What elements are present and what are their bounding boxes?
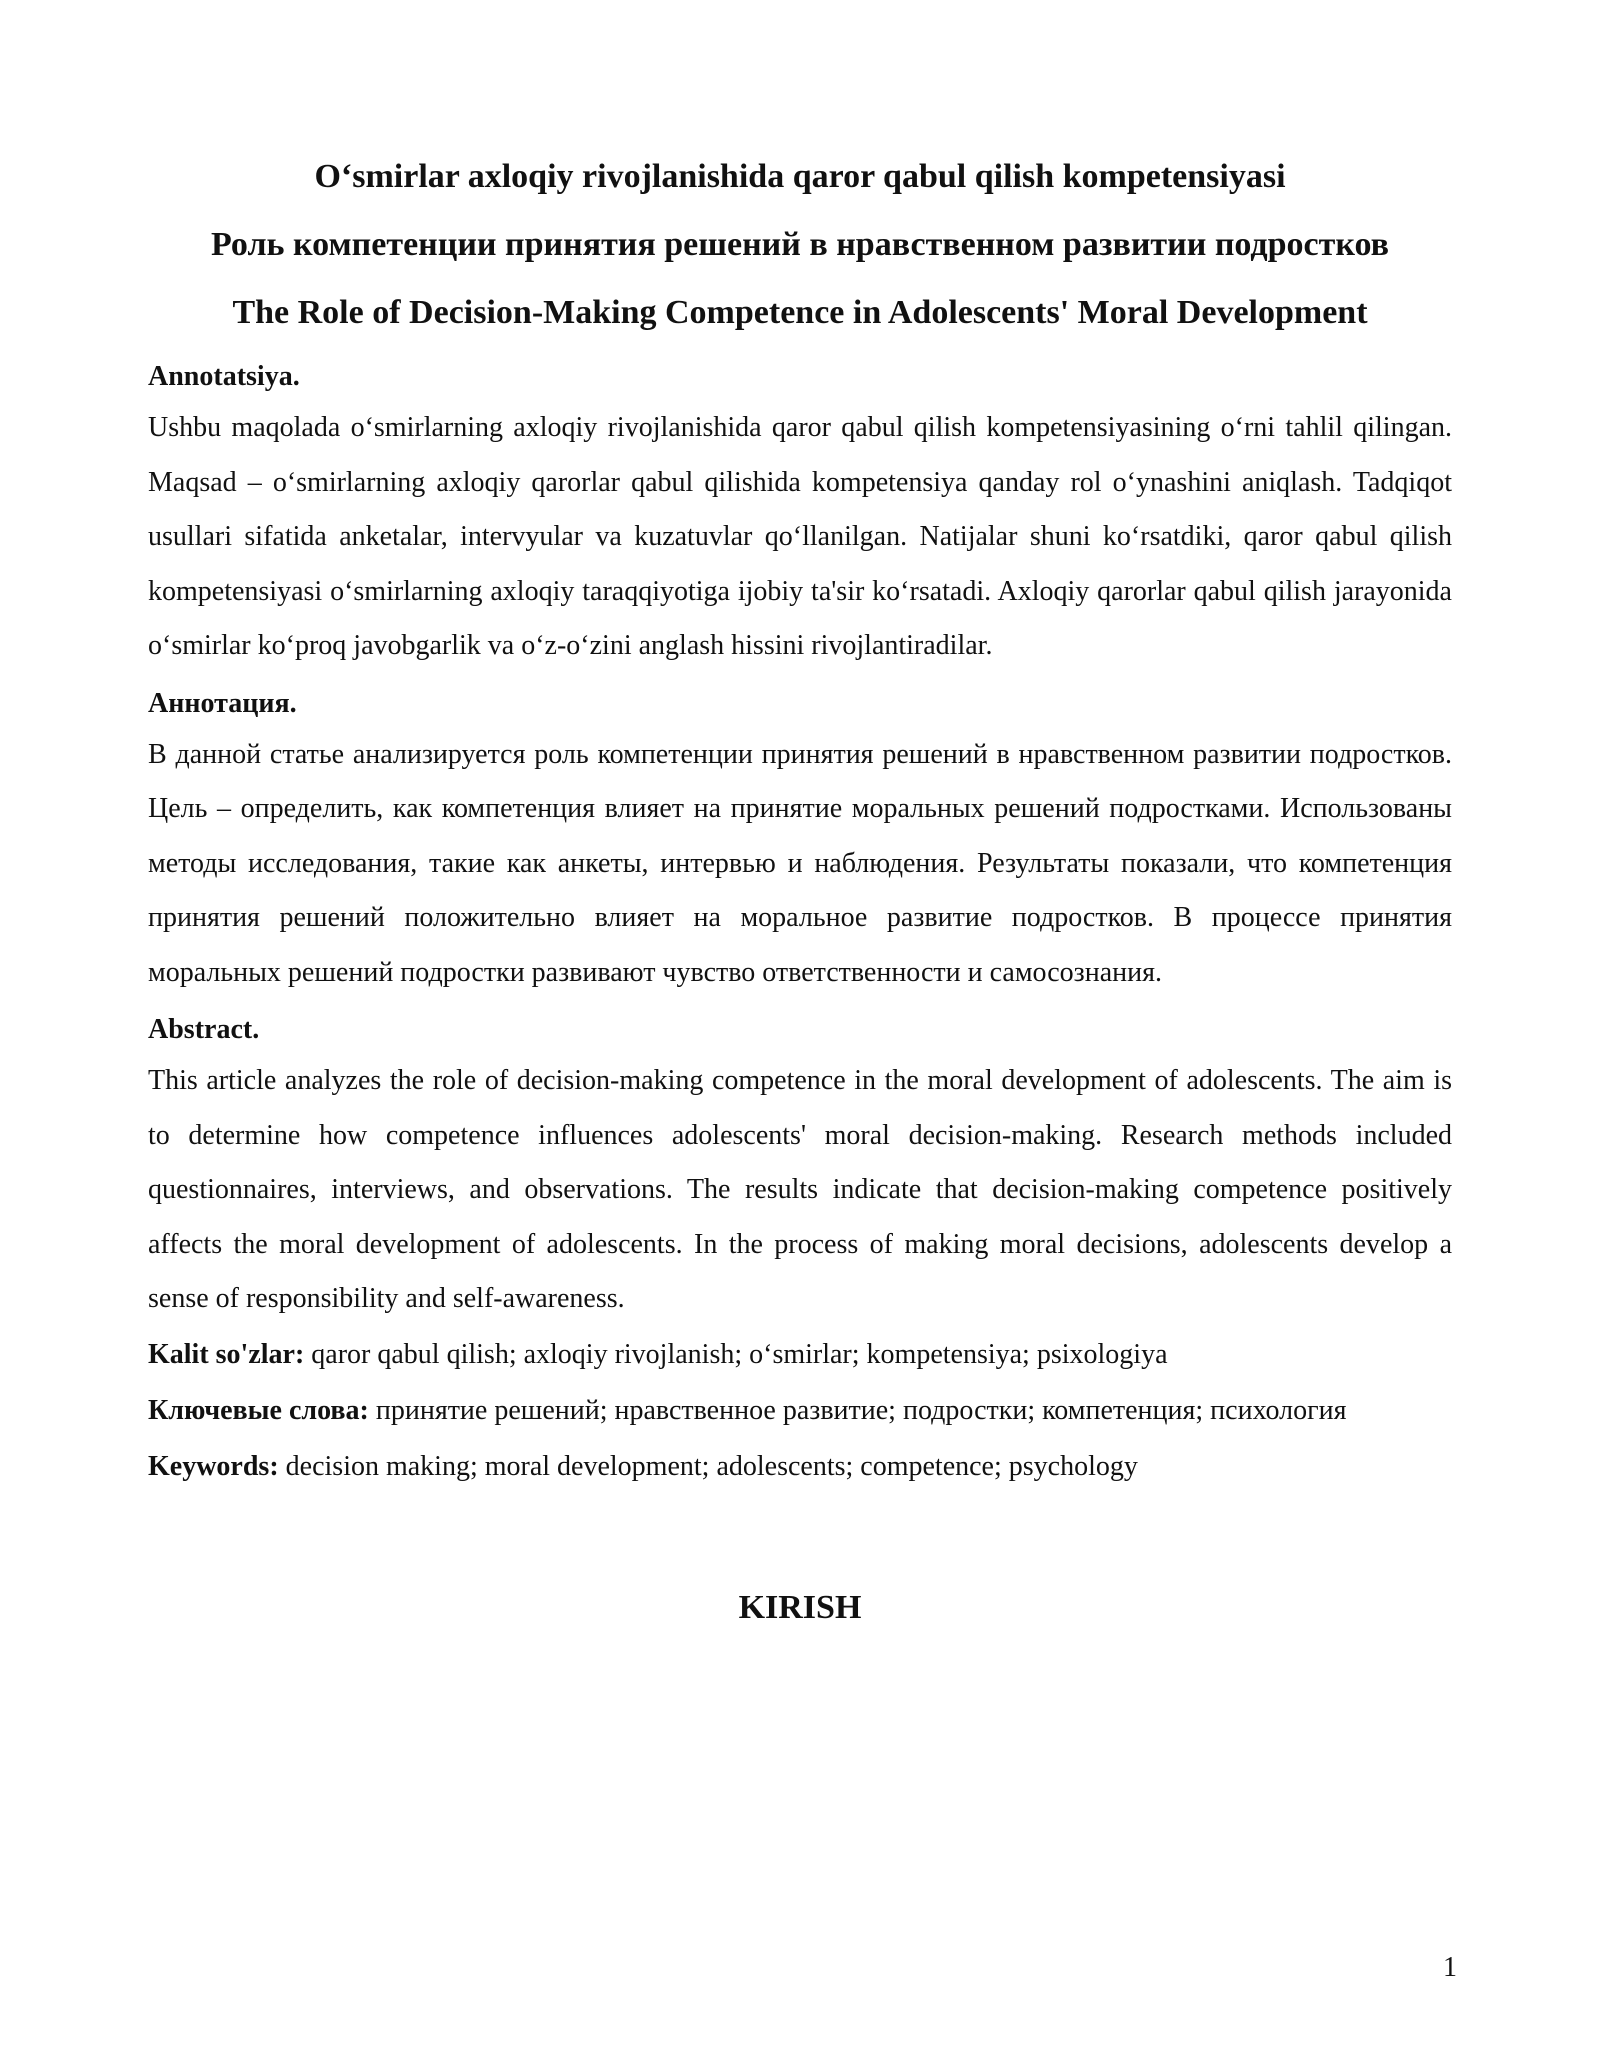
keywords-uz bbox=[148, 1327, 1452, 1383]
title-uzbek: Oʻsmirlar axloqiy rivojlanishida qaror qabul qilish kompetensiyasi bbox=[314, 158, 1286, 195]
keywords-en-text: decision making; moral development; adolescents; competence; psychology bbox=[285, 1450, 1138, 1482]
keywords-en bbox=[148, 1439, 1452, 1495]
keywords-uz-text: qaror qabul qilish; axloqiy rivojlanish; oʻsmirlar; kompetensiya; psixologiya bbox=[311, 1338, 1168, 1370]
keywords-ru bbox=[148, 1383, 1452, 1439]
abstract-en-label: Abstract. bbox=[148, 1014, 260, 1045]
annotation-uz-text: Ushbu maqolada oʻsmirlarning axloqiy rivojlanishida qaror qabul qilish kompetensiyasining oʻrni tahlil qilingan. Maqsad – oʻsmirlarning axloqiy qarorlar qabul qilishida kompetensiya qanday rol oʻynashini aniqlash. Tadqiqot usullari sifatida anketalar, intervyular va kuzatuvlar qoʻllanilgan. Natijalar shuni koʻrsatdiki, qaror qabul qilish kompetensiyasi oʻsmirlarning axloqiy taraqqiyotiga ijobiy ta'sir koʻrsatadi. Axloqiy qarorlar qabul qilish jarayonida oʻsmirlar koʻproq javobgarlik va oʻz-oʻzini anglash hissini rivojlantiradilar. bbox=[148, 412, 1452, 661]
page-content bbox=[148, 143, 1452, 1633]
keywords-en-label: Keywords: bbox=[148, 1450, 279, 1482]
annotation-ru-text: В данной статье анализируется роль компетенции принятия решений в нравственном развитии подростков. Цель – определить, как компетенция влияет на принятие моральных решений подростками. Использованы методы исследования, такие как анкеты, интервью и наблюдения. Результаты показали, что компетенция принятия решений положительно влияет на моральное развитие подростков. В процессе принятия моральных решений подростки развивают чувство ответственности и самосознания. bbox=[148, 738, 1452, 988]
keywords-ru-text: принятие решений; нравственное развитие; подростки; компетенция; психология bbox=[375, 1394, 1347, 1426]
title-english: The Role of Decision-Making Competence in Adolescents' Moral Development bbox=[232, 294, 1368, 331]
keywords-ru-label: Ключевые слова: bbox=[148, 1394, 369, 1426]
section-heading-kirish: KIRISH bbox=[738, 1588, 862, 1626]
annotation-ru-label: Аннотация. bbox=[148, 687, 297, 719]
annotation-uz-label: Annotatsiya. bbox=[148, 361, 300, 392]
abstract-en-text: This article analyzes the role of decision-making competence in the moral development of adolescents. The aim is to determine how competence influences adolescents' moral decision-making. Research methods included questionnaires, interviews, and observations. The results indicate that decision-making competence positively affects the moral development of adolescents. In the process of making moral decisions, adolescents develop a sense of responsibility and self-awareness. bbox=[148, 1065, 1452, 1314]
page-number: 1 bbox=[1443, 1952, 1457, 1983]
title-russian: Роль компетенции принятия решений в нравственном развитии подростков bbox=[211, 226, 1389, 263]
keywords-uz-label: Kalit so'zlar: bbox=[148, 1338, 305, 1370]
